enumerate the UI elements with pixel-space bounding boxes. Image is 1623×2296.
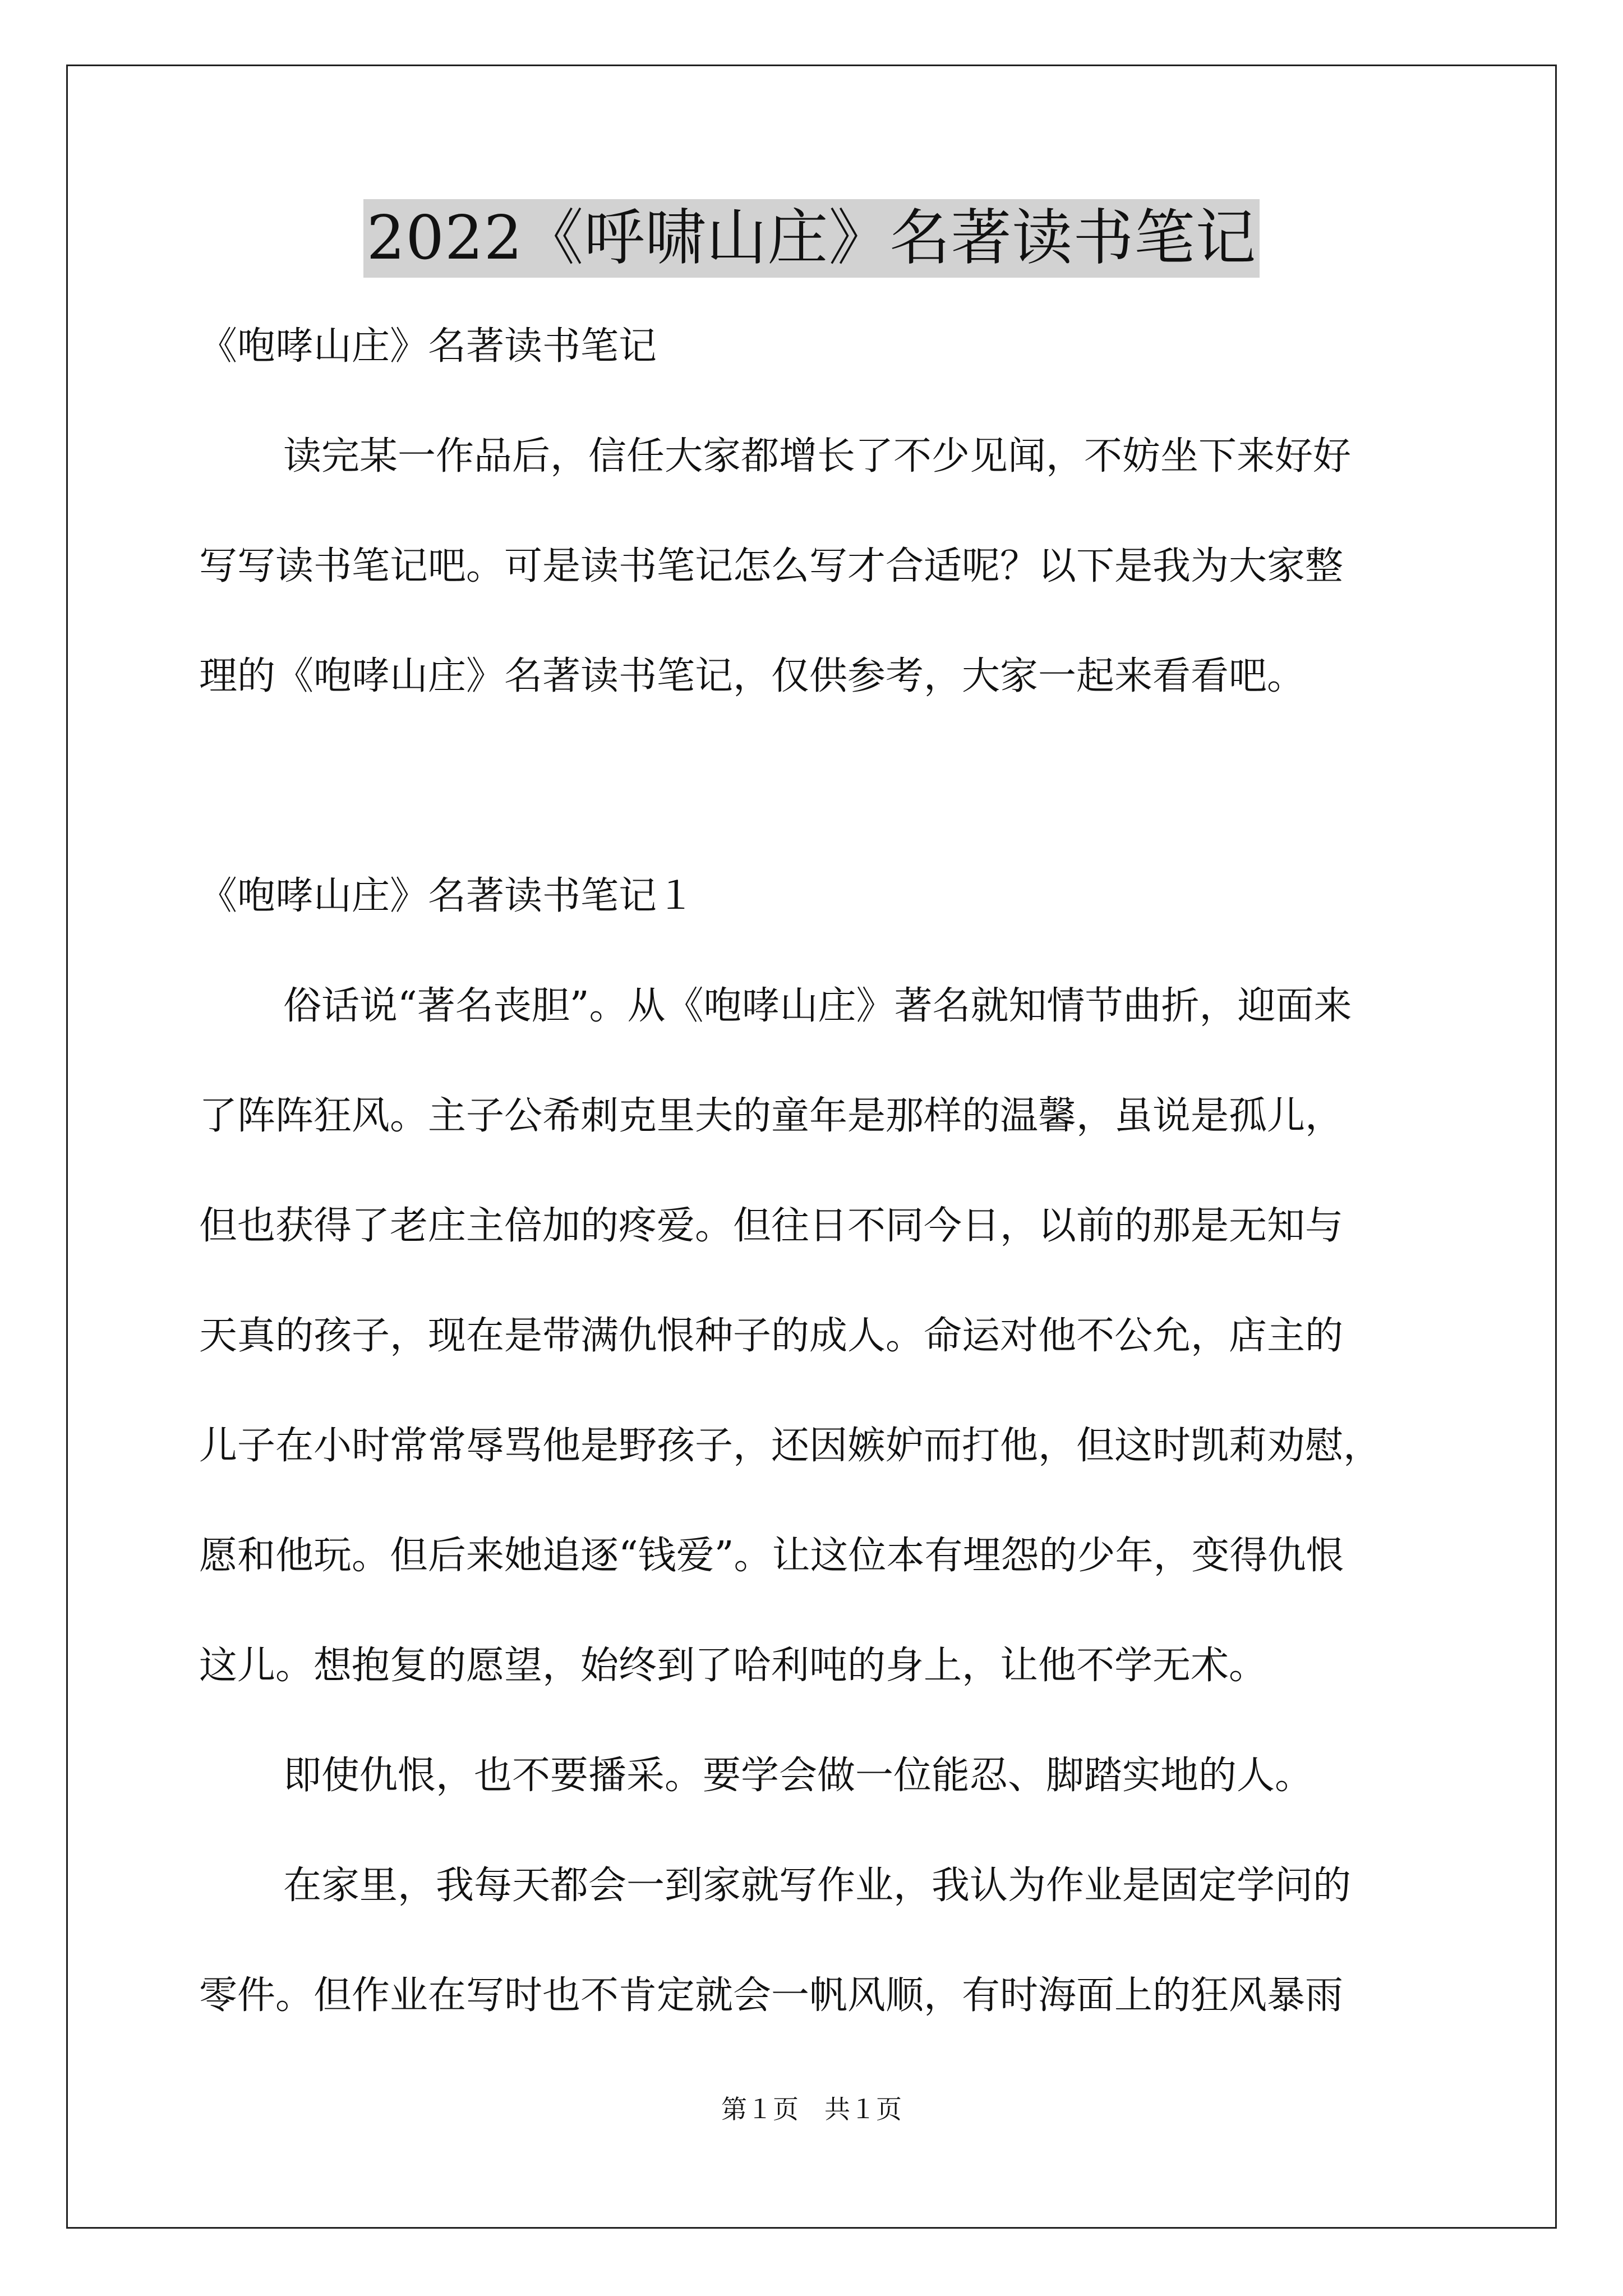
document-body	[199, 292, 1433, 2051]
paragraph-line: 俗话说“著名丧胆”。从《咆哮山庄》著名就知情节曲折，迎面来	[283, 984, 1352, 1028]
document-title: 2022《呼啸山庄》名著读书笔记	[363, 199, 1260, 278]
paragraph-line: 了阵阵狂风。主子公希刺克里夫的童年是那样的温馨，虽说是孤儿，	[199, 1094, 1344, 1138]
title-wrapper	[0, 199, 1623, 278]
paragraph-line: 即使仇恨，也不要播采。要学会做一位能忍、脚踏实地的人。	[283, 1754, 1313, 1798]
paragraph-line: 儿子在小时常常辱骂他是野孩子，还因嫉妒而打他，但这时凯莉劝慰，	[199, 1424, 1382, 1468]
blank-line	[199, 731, 1433, 841]
paragraph-line: 读完某一作品后，信任大家都增长了不少见闻，不妨坐下来好好	[283, 434, 1352, 478]
page-footer: 第１页 共１页	[721, 2094, 902, 2124]
paragraph-line: 零件。但作业在写时也不肯定就会一帆风顺，有时海面上的狂风暴雨	[199, 1973, 1344, 2018]
paragraph-line: 这儿。想抱复的愿望，始终到了哈利吨的身上，让他不学无术。	[199, 1644, 1267, 1688]
paragraph-line: 但也获得了老庄主倍加的疼爱。但往日不同今日，以前的那是无知与	[199, 1204, 1344, 1248]
paragraph-line: 写写读书笔记吧。可是读书笔记怎么写才合适呢？以下是我为大家整	[199, 544, 1344, 588]
subtitle-line: 《咆哮山庄》名著读书笔记	[199, 324, 657, 369]
paragraph-line: 天真的孩子，现在是带满仇恨种子的成人。命运对他不公允，店主的	[199, 1314, 1344, 1358]
section-heading: 《咆哮山庄》名著读书笔记１	[199, 874, 695, 918]
paragraph-line: 愿和他玩。但后来她追逐“钱爱”。让这位本有埋怨的少年，变得仇恨	[199, 1534, 1344, 1578]
paragraph-line: 理的《咆哮山庄》名著读书笔记，仅供参考，大家一起来看看吧。	[199, 654, 1306, 698]
paragraph-line: 在家里，我每天都会一到家就写作业，我认为作业是固定学问的	[283, 1864, 1352, 1908]
